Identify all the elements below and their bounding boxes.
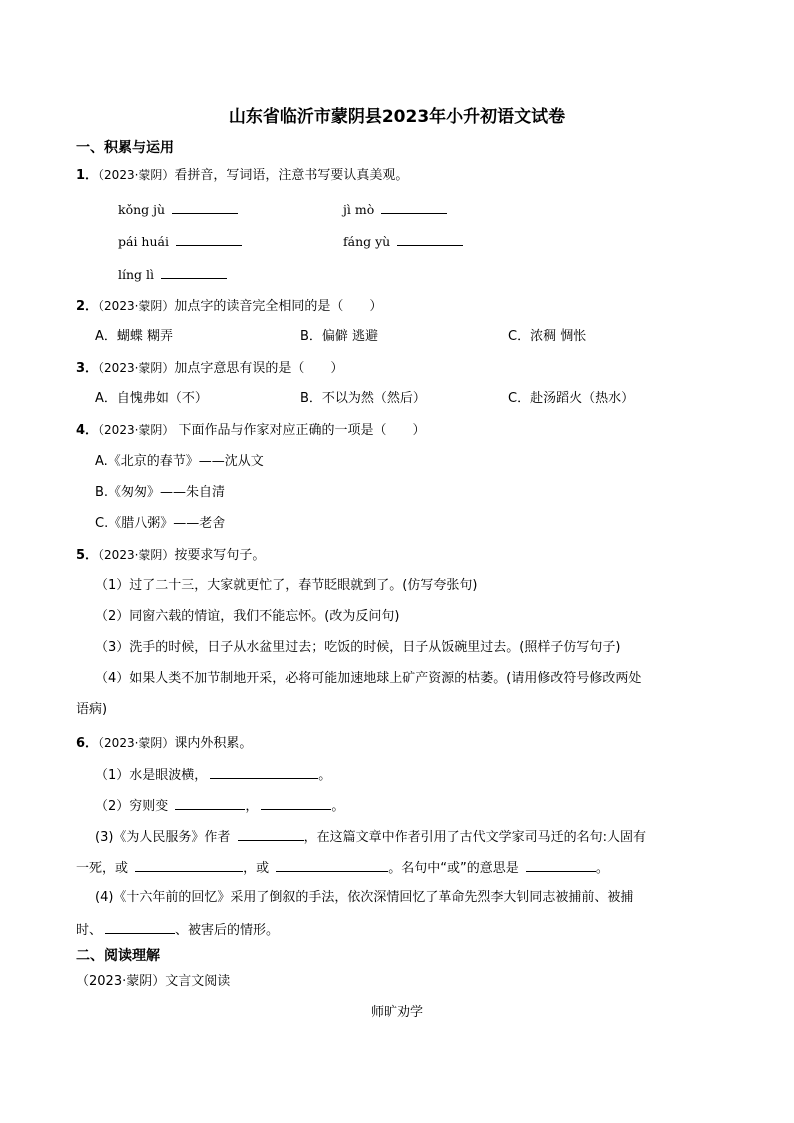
reading-intro: （2023·蒙阴）文言文阅读 [76,974,231,989]
question-number: 1． [76,168,99,183]
sub-item-3: （3）洗手的时候，日子从水盆里过去；吃饭的时候，日子从饭碗里过去。(照样子仿写句子) [95,640,621,655]
answer-blank[interactable] [397,231,463,246]
item-text: ，在这篇文章中作者引用了古代文学家司马迁的名句:人固有 [303,830,646,845]
item-text: 、被害后的情形。 [175,923,280,938]
question-2 [76,296,382,317]
answer-blank[interactable] [135,857,243,872]
question-source: （2023·蒙阴） [98,299,175,313]
item-text: 。 [331,799,345,814]
option-b[interactable]: B．不以为然（然后） [300,391,426,406]
question-number: 6． [76,736,99,751]
question-stem: 按要求写句子。 [174,548,266,563]
question-stem: 加点字意思有误的是（ ） [174,361,344,376]
question-stem: 下面作品与作家对应正确的一项是（ ） [174,423,426,438]
sub-item-2 [95,795,344,817]
pinyin-text: pái huái [118,234,169,249]
pinyin-item-2 [343,199,447,221]
option-b[interactable]: B.《匆匆》——朱自清 [95,485,226,500]
answer-blank[interactable] [175,795,245,810]
sub-item-3 [95,826,646,848]
answer-blank[interactable] [172,199,238,214]
option-c[interactable]: C．浓稠 惆怅 [508,329,587,344]
item-text: 。名句中“或”的意思是 [388,861,523,876]
option-c[interactable]: C.《腊八粥》——老舍 [95,516,226,531]
option-a[interactable]: A．蝴蝶 糊弄 [95,329,174,344]
item-text: （2）穷则变 [95,799,173,814]
item-text: (3)《为人民服务》作者 [95,830,235,845]
option-b[interactable]: B．偏僻 逃避 [300,329,379,344]
sub-item-3-cont [76,857,609,879]
answer-blank[interactable] [210,764,318,779]
item-text: ，或 [243,861,274,876]
option-a[interactable]: A．自愧弗如（不） [95,391,208,406]
question-5 [76,545,265,566]
question-source: （2023·蒙阴） [98,361,175,375]
question-number: 4． [76,423,99,438]
option-c[interactable]: C．赴汤蹈火（热水） [508,391,635,406]
question-number: 3． [76,361,99,376]
question-stem: 看拼音，写词语，注意书写要认真美观。 [174,168,409,183]
answer-blank[interactable] [261,795,331,810]
pinyin-text: líng lì [118,267,155,282]
question-source: （2023·蒙阴） [98,736,175,750]
section-heading-1: 一、积累与运用 [76,140,174,156]
question-number: 2． [76,299,99,314]
sub-item-1 [95,764,331,786]
sub-item-4: （4）如果人类不加节制地开采，必将可能加速地球上矿产资源的枯萎。(请用修改符号修改两处 [95,671,642,686]
pinyin-item-3 [118,231,242,253]
item-text: 一死，或 [76,861,133,876]
answer-blank[interactable] [276,857,388,872]
question-3 [76,358,343,379]
question-source: （2023·蒙阴） [98,423,175,437]
sub-item-4-cont [76,919,279,941]
answer-blank[interactable] [381,199,447,214]
pinyin-item-5 [118,264,227,286]
answer-blank[interactable] [105,919,175,934]
item-text: 时、 [76,923,103,938]
answer-blank[interactable] [526,857,596,872]
pinyin-text: kǒng jù [118,202,166,217]
question-number: 5． [76,548,99,563]
question-stem: 课内外积累。 [174,736,253,751]
option-a[interactable]: A.《北京的春节》——沈从文 [95,454,264,469]
question-4 [76,420,426,441]
item-text: ， [245,799,259,814]
question-stem: 加点字的读音完全相同的是（ ） [174,299,383,314]
pinyin-text: fáng yù [343,234,391,249]
sub-item-4: (4)《十六年前的回忆》采用了倒叙的手法，依次深情回忆了革命先烈李大钊同志被捕前、被捕 [95,890,634,905]
item-text: （1）水是眼波横， [95,768,208,783]
question-6 [76,733,252,754]
item-text: 。 [318,768,332,783]
section-heading-2: 二、阅读理解 [76,948,160,964]
answer-blank[interactable] [176,231,242,246]
sub-item-2: （2）同窗六载的情谊，我们不能忘怀。(改为反问句) [95,609,400,624]
answer-blank[interactable] [238,826,304,841]
answer-blank[interactable] [161,264,227,279]
question-1 [76,165,408,186]
question-source: （2023·蒙阴） [98,168,175,182]
pinyin-item-1 [118,199,238,221]
pinyin-text: jì mò [343,202,375,217]
sub-item-4-cont: 语病) [76,702,108,717]
page-title: 山东省临沂市蒙阴县2023年小升初语文试卷 [228,107,566,127]
item-text: 。 [595,861,609,876]
passage-title: 师旷劝学 [370,1005,423,1020]
sub-item-1: （1）过了二十三，大家就更忙了，春节眨眼就到了。(仿写夸张句) [95,578,478,593]
question-source: （2023·蒙阴） [98,548,175,562]
pinyin-item-4 [343,231,463,253]
